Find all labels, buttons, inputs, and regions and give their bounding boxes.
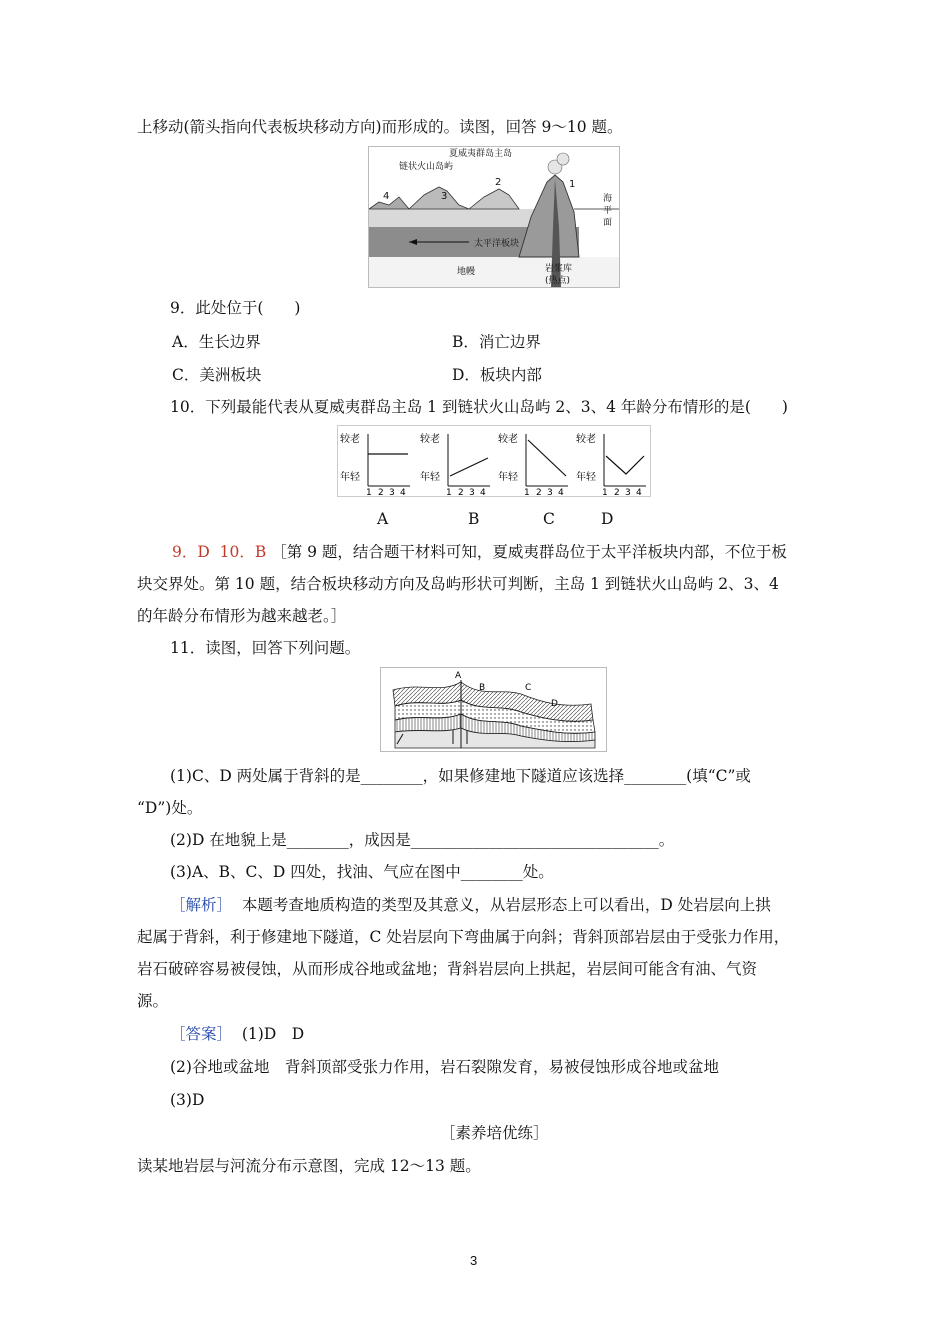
graph-d [576,432,646,496]
plate-label: 太平洋板块 [474,239,520,249]
answer-3: (3)D [170,1091,205,1109]
fold-figure [380,667,607,752]
fold-label-a: A [455,671,462,681]
graph-letter-a: A [377,510,389,528]
graph-b [420,432,490,496]
q11-part1-line1: (1)C、D 两处属于背斜的是________，如果修建地下隧道应该选择________(填“C”或 [170,767,751,785]
graph-c [498,432,568,496]
graph-c-tick-4: 4 [558,488,564,496]
q11-part3: (3)A、B、C、D 四处，找油、气应在图中________处。 [170,863,554,881]
graph-c-tick-3: 3 [547,488,553,496]
analysis-line2: 起属于背斜，利于修建地下隧道，C 处岩层向下弯曲属于向斜；背斜顶部岩层由于受张力作用， [137,928,790,946]
graph-c-young-label: 年轻 [498,472,518,483]
fold-label-b: B [479,683,486,693]
graph-a-young-label: 年轻 [340,472,360,483]
graph-b-tick-1: 1 [446,488,452,496]
graph-c-tick-1: 1 [524,488,530,496]
sea-label-3: 面 [603,218,613,228]
main-island-label: 夏威夷群岛主岛 [449,149,513,159]
graph-d-tick-4: 4 [636,488,642,496]
hotspot-label: (热点) [545,276,571,286]
answer-10: 10．B [219,543,267,561]
q9-option-d: D．板块内部 [452,366,542,384]
graph-letter-b: B [468,510,480,528]
graph-b-old-label: 较老 [420,434,440,445]
answer-line1 [170,1023,304,1045]
q9-option-b: B．消亡边界 [452,333,541,351]
analysis-text-1: 本题考查地质构造的类型及其意义，从岩层形态上可以看出，D 处岩层向上拱 [241,896,771,914]
q9-option-a: A．生长边界 [172,333,261,351]
page-number: 3 [470,1253,478,1268]
graph-a-tick-3: 3 [389,488,395,496]
graph-letter-d: D [601,510,614,528]
graph-d-young-label: 年轻 [576,472,596,483]
fold-label-d: D [551,699,558,709]
next-intro: 读某地岩层与河流分布示意图，完成 12～13 题。 [137,1157,481,1175]
mantle-label: 地幔 [457,267,476,277]
age-graphs [338,426,650,496]
graph-d-tick-3: 3 [625,488,631,496]
q9-stem: 9．此处位于( ) [170,299,301,317]
sea-label-2: 平 [603,206,613,216]
island-2-label: 2 [495,177,502,188]
island-1-label: 1 [569,179,576,190]
q9-option-c: C．美洲板块 [172,366,262,384]
section-heading: ［素养培优练］ [440,1124,549,1142]
graph-a-old-label: 较老 [340,434,360,445]
graph-d-tick-2: 2 [614,488,620,496]
answer-9-10-line3: 的年龄分布情形为越来越老。］ [137,607,347,625]
analysis-line3: 岩石破碎容易被侵蚀，从而形成谷地或盆地；背斜岩层向上拱起，岩层间可能含有油、气资 [137,960,758,978]
q11-stem: 11．读图，回答下列问题。 [170,639,361,657]
graph-b-tick-4: 4 [480,488,486,496]
answer-9: 9．D [172,543,210,561]
graph-a [340,432,410,496]
graph-a-tick-1: 1 [366,488,372,496]
q11-part1-line2: “D”)处。 [137,799,203,817]
island-3-label: 3 [441,191,448,202]
graph-a-tick-4: 4 [400,488,406,496]
answer-9-10-text-1: ［第 9 题，结合题干材料可知，夏威夷群岛位于太平洋板块内部，不位于板 [271,543,787,561]
fold-label-c: C [525,683,532,693]
answer-1: (1)D D [241,1025,305,1043]
fold-diagram [381,668,606,751]
sea-label-1: 海 [603,194,613,204]
hawaii-diagram [369,147,619,287]
chain-label: 链状火山岛屿 [399,162,454,172]
island-4-label: 4 [383,191,390,202]
graph-c-tick-2: 2 [536,488,542,496]
analysis-tag: ［解析］ [170,896,233,914]
hawaii-figure [368,146,620,288]
graph-d-tick-1: 1 [602,488,608,496]
answer-2: (2)谷地或盆地 背斜顶部受张力作用，岩石裂隙发育，易被侵蚀形成谷地或盆地 [170,1058,719,1076]
age-graphs-figure [337,425,651,497]
answer-9-10-line2: 块交界处。第 10 题，结合板块移动方向及岛屿形状可判断，主岛 1 到链状火山岛屿 2、3、4 [137,575,779,593]
intro-line: 上移动(箭头指向代表板块移动方向)而形成的。读图，回答 9～10 题。 [137,118,623,136]
graph-c-old-label: 较老 [498,434,518,445]
analysis-line1 [170,894,771,916]
graph-b-tick-2: 2 [458,488,464,496]
graph-b-young-label: 年轻 [420,472,440,483]
magma-label: 岩浆库 [545,264,573,274]
q10-stem: 10．下列最能代表从夏威夷群岛主岛 1 到链状火山岛屿 2、3、4 年龄分布情形的是( ) [170,398,788,416]
graph-a-tick-2: 2 [378,488,384,496]
analysis-line4: 源。 [137,992,169,1010]
answer-9-10-line1 [172,541,787,563]
answer-tag: ［答案］ [170,1025,233,1043]
graph-b-tick-3: 3 [469,488,475,496]
q11-part2: (2)D 在地貌上是________，成因是________________________________。 [170,831,675,849]
graph-d-old-label: 较老 [576,434,596,445]
graph-letter-c: C [543,510,555,528]
